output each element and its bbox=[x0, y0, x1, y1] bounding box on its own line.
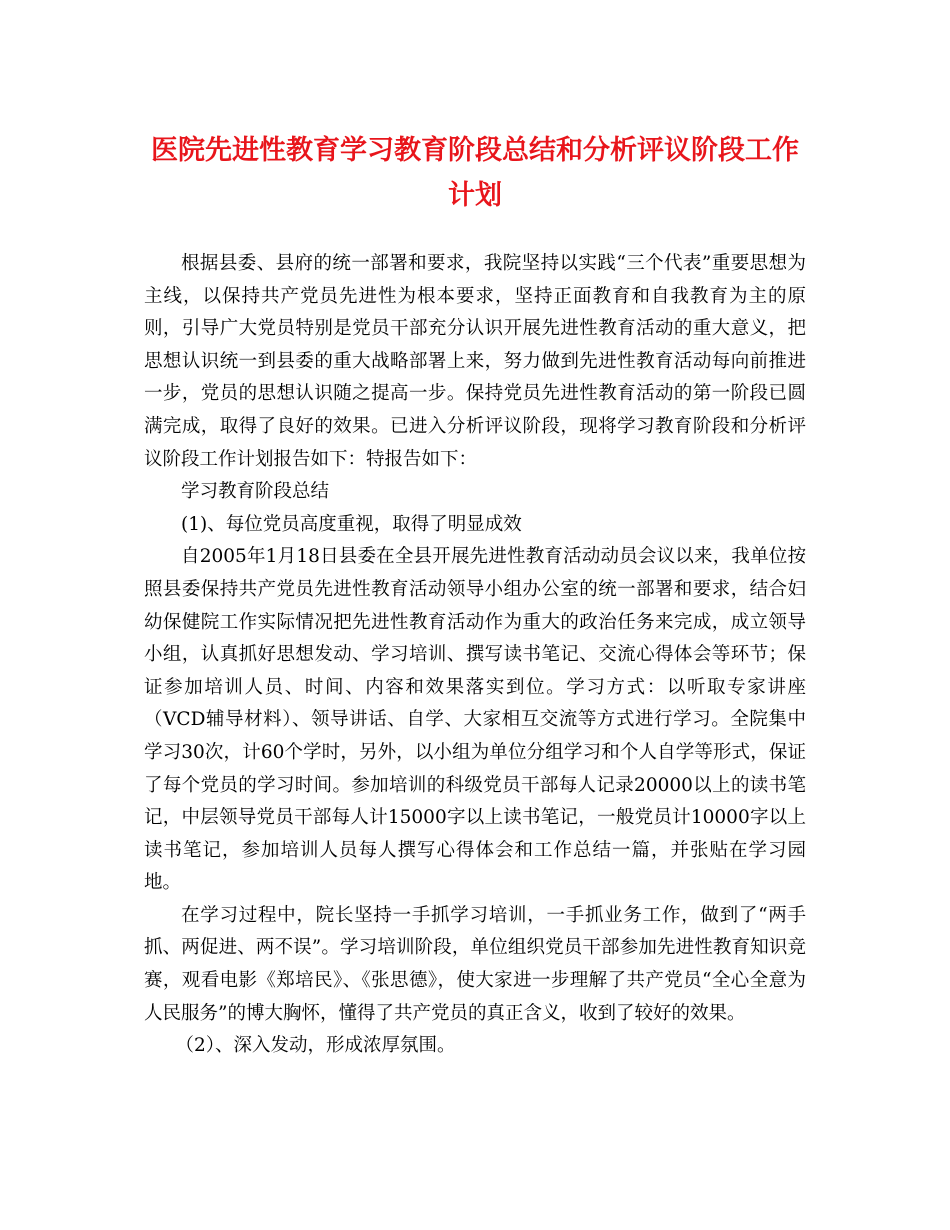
paragraph-study-process: 在学习过程中，院长坚持一手抓学习培训，一手抓业务工作，做到了“两手抓、两促进、两不误”。学习培训阶段，单位组织党员干部参加先进性教育知识竞赛，观看电影《郑培民》、《张思德》，使大家进一步理解了共产党员“全心全意为人民服务”的博大胸怀，懂得了共产党员的真正含义，收到了较好的效果。 bbox=[144, 904, 806, 1024]
paragraph-intro: 根据县委、县府的统一部署和要求，我院坚持以实践“三个代表”重要思想为主线，以保持共产党员先进性为根本要求，坚持正面教育和自我教育为主的原则，引导广大党员特别是党员干部充分认识开展先进性教育活动的重大意义，把思想认识统一到县委的重大战略部署上来，努力做到先进性教育活动每向前推进一步，党员的思想认识随之提高一步。保持党员先进性教育活动的第一阶段已圆满完成，取得了良好的效果。已进入分析评议阶段，现将学习教育阶段和分析评议阶段工作计划报告如下：特报告如下： bbox=[144, 253, 806, 470]
document-body bbox=[144, 248, 806, 1063]
subsection-heading-1: (1)、每位党员高度重视，取得了明显成效 bbox=[181, 513, 522, 535]
document-title: 医院先进性教育学习教育阶段总结和分析评议阶段工作计划 bbox=[151, 135, 799, 211]
paragraph-study-details: 自2005年1月18日县委在全县开展先进性教育活动动员会议以来，我单位按照县委保持共产党员先进性教育活动领导小组办公室的统一部署和要求，结合妇幼保健院工作实际情况把先进性教育活动作为重大的政治任务来完成，成立领导小组，认真抓好思想发动、学习培训、撰写读书笔记、交流心得体会等环节；保证参加培训人员、时间、内容和效果落实到位。学习方式：以听取专家讲座（VCD辅导材料）、领导讲话、自学、大家相互交流等方式进行学习。全院集中学习30次，计60个学时，另外，以小组为单位分组学习和个人自学等形式，保证了每个党员的学习时间。参加培训的科级党员干部每人记录20000以上的读书笔记，中层领导党员干部每人计15000字以上读书笔记，一般党员计10000字以上读书笔记，参加培训人员每人撰写心得体会和工作总结一篇，并张贴在学习园地。 bbox=[144, 546, 806, 894]
section-heading-study-summary: 学习教育阶段总结 bbox=[181, 481, 330, 503]
subsection-heading-2: （2）、深入发动，形成浓厚氛围。 bbox=[175, 1035, 456, 1057]
